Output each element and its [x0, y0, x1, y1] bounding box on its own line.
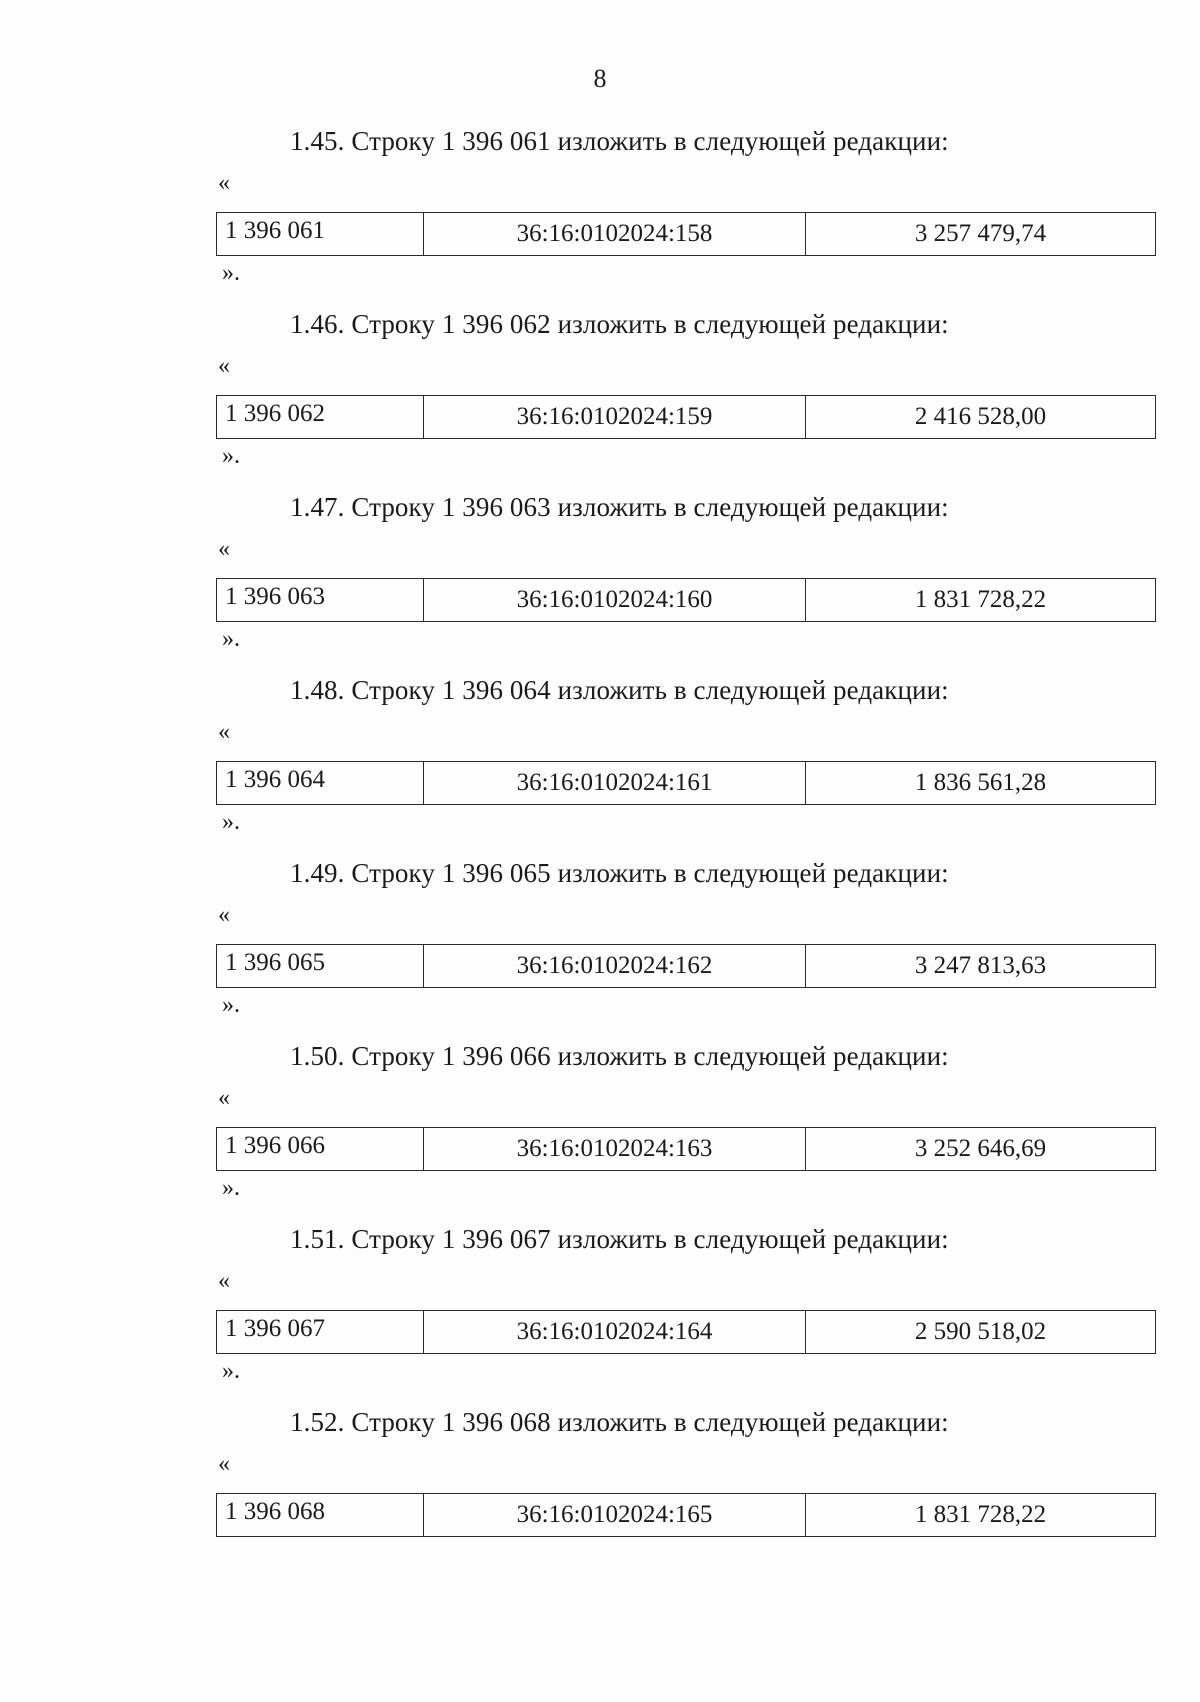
value-cell: 2 590 518,02: [914, 1318, 1047, 1345]
amendment-item: [0, 675, 1200, 855]
close-quote: ».: [222, 1358, 240, 1384]
amendment-heading: 1.47. Строку 1 396 063 изложить в следующей редакции:: [290, 492, 949, 522]
table-row: [216, 578, 1156, 622]
open-quote: «: [218, 719, 230, 745]
cadastral-number-cell: 36:16:0102024:161: [424, 762, 806, 804]
value-cell: 3 247 813,63: [914, 952, 1047, 979]
open-quote: «: [218, 1451, 230, 1477]
table-row: [216, 944, 1156, 988]
cadastral-number-cell: 36:16:0102024:160: [424, 579, 806, 621]
amendment-heading: 1.51. Строку 1 396 067 изложить в следующей редакции:: [290, 1224, 949, 1254]
table-row: [216, 1127, 1156, 1171]
table-row: [216, 761, 1156, 805]
page-number: 8: [593, 64, 607, 93]
close-quote: ».: [222, 809, 240, 835]
amendment-heading: 1.50. Строку 1 396 066 изложить в следующей редакции:: [290, 1041, 949, 1071]
amendment-heading: 1.52. Строку 1 396 068 изложить в следующей редакции:: [290, 1407, 949, 1437]
amendment-item: [0, 1224, 1200, 1404]
amendment-item: [0, 1407, 1200, 1587]
amendment-heading: 1.45. Строку 1 396 061 изложить в следующей редакции:: [290, 126, 949, 156]
close-quote: ».: [222, 260, 240, 286]
close-quote: ».: [222, 626, 240, 652]
open-quote: «: [218, 1085, 230, 1111]
row-number-cell: 1 396 067: [217, 1311, 424, 1353]
table-row: [216, 1310, 1156, 1354]
cadastral-number-cell: 36:16:0102024:162: [424, 945, 806, 987]
table-row: [216, 395, 1156, 439]
close-quote: ».: [222, 1175, 240, 1201]
close-quote: ».: [222, 992, 240, 1018]
cadastral-number-cell: 36:16:0102024:163: [424, 1128, 806, 1170]
value-cell: 2 416 528,00: [914, 403, 1047, 430]
row-number-cell: 1 396 066: [217, 1128, 424, 1170]
open-quote: «: [218, 170, 230, 196]
amendment-heading: 1.49. Строку 1 396 065 изложить в следующей редакции:: [290, 858, 949, 888]
value-cell: 1 831 728,22: [914, 1501, 1047, 1528]
amendment-item: [0, 126, 1200, 306]
cadastral-number-cell: 36:16:0102024:158: [424, 213, 806, 255]
open-quote: «: [218, 902, 230, 928]
value-cell: 3 252 646,69: [914, 1135, 1047, 1162]
amendment-heading: 1.48. Строку 1 396 064 изложить в следующей редакции:: [290, 675, 949, 705]
amendment-item: [0, 858, 1200, 1038]
table-row: [216, 212, 1156, 256]
cadastral-number-cell: 36:16:0102024:164: [424, 1311, 806, 1353]
amendment-heading: 1.46. Строку 1 396 062 изложить в следующей редакции:: [290, 309, 949, 339]
cadastral-number-cell: 36:16:0102024:159: [424, 396, 806, 438]
row-number-cell: 1 396 068: [217, 1494, 424, 1536]
close-quote: ».: [222, 443, 240, 469]
amendment-item: [0, 1041, 1200, 1221]
cadastral-number-cell: 36:16:0102024:165: [424, 1494, 806, 1536]
open-quote: «: [218, 536, 230, 562]
row-number-cell: 1 396 062: [217, 396, 424, 438]
value-cell: 1 836 561,28: [914, 769, 1047, 796]
amendment-item: [0, 309, 1200, 489]
amendment-item: [0, 492, 1200, 672]
table-row: [216, 1493, 1156, 1537]
open-quote: «: [218, 1268, 230, 1294]
row-number-cell: 1 396 061: [217, 213, 424, 255]
row-number-cell: 1 396 064: [217, 762, 424, 804]
row-number-cell: 1 396 065: [217, 945, 424, 987]
row-number-cell: 1 396 063: [217, 579, 424, 621]
value-cell: 3 257 479,74: [914, 220, 1047, 247]
value-cell: 1 831 728,22: [914, 586, 1047, 613]
open-quote: «: [218, 353, 230, 379]
